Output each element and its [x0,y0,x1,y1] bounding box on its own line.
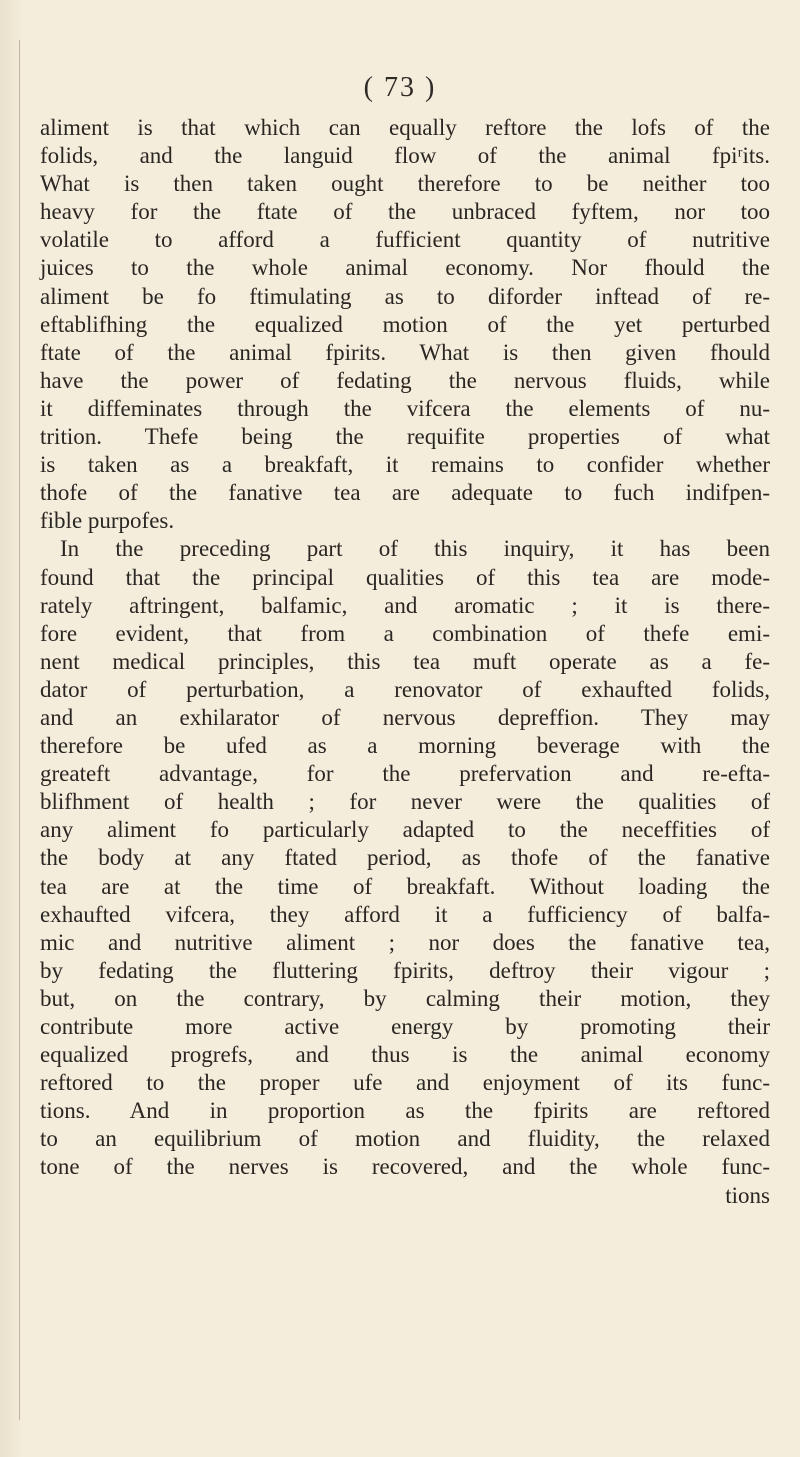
text-line: aliment be fo ftimulating as to diforder inftead of re- [40,283,770,309]
text-line: tions. And in proportion as the fpirits are reftored [40,1098,770,1124]
text-line: aliment is that which can equally reftore the lofs of the [40,115,770,140]
text-line: and an exhilarator of nervous depreffion. They may [40,704,770,730]
text-line: reftored to the proper ufe and enjoyment of its func- [40,1070,770,1096]
text-line: equalized progrefs, and thus is the animal economy [40,1042,770,1068]
text-line: tea are at the time of breakfaft. Without loading the [40,873,770,899]
text-line: tone of the nerves is recovered, and the whole func- [40,1154,770,1180]
text-line: contribute more active energy by promoting their [40,1014,770,1039]
text-line: heavy for the ftate of the unbraced fyftem, nor too [40,199,770,225]
text-line: volatile to afford a fufficient quantity of nutritive [40,227,770,253]
text-line: What is then taken ought therefore to be neither too [40,171,770,197]
text-line: blifhment of health ; for never were the qualities of [40,789,770,815]
paragraph-first-line: In the preceding part of this inquiry, it has been [60,536,770,562]
text-line: nent medical principles, this tea muft operate as a fe- [40,648,770,674]
text-line: greateft advantage, for the prefervation and re-efta- [40,761,770,787]
text-line: trition. Thefe being the requifite properties of what [40,424,770,450]
text-line: exhaufted vifcera, they afford it a fufficiency of balfa- [40,901,770,927]
binding-gutter-line [19,40,20,1420]
text-line: have the power of fedating the nervous fluids, while [40,367,770,393]
text-line: eftablifhing the equalized motion of the yet perturbed [40,311,770,337]
text-line: therefore be ufed as a morning beverage with the [40,733,770,759]
text-line: folids, and the languid flow of the animal fpiʳits. [40,143,770,169]
paragraph-end-line: fible purpofes. [40,508,175,534]
page-number: ( 73 ) [363,72,437,103]
body-text [40,114,770,1210]
text-line: is taken as a breakfaft, it remains to confider whether [40,452,770,478]
text-line: thofe of the fanative tea are adequate to fuch indifpen- [40,480,770,506]
text-line: any aliment fo particularly adapted to the neceffities of [40,817,770,843]
catchword: tions [725,1182,770,1208]
text-line: mic and nutritive aliment ; nor does the fanative tea, [40,929,770,955]
text-line: but, on the contrary, by calming their motion, they [40,985,770,1011]
text-line: found that the principal qualities of this tea are mode- [40,564,770,590]
text-line: to an equilibrium of motion and fluidity, the relaxed [40,1126,770,1152]
text-line: juices to the whole animal economy. Nor fhould the [40,255,770,281]
text-line: it diffeminates through the vifcera the elements of nu- [40,395,770,421]
text-line: ftate of the animal fpirits. What is then given fhould [40,339,770,365]
text-line: by fedating the fluttering fpirits, deftroy their vigour ; [40,957,770,983]
text-line: rately aftringent, balfamic, and aromatic ; it is there- [40,592,770,618]
text-line: fore evident, that from a combination of thefe emi- [40,620,770,646]
text-line: dator of perturbation, a renovator of exhaufted folids, [40,676,770,702]
text-line: the body at any ftated period, as thofe of the fanative [40,845,770,871]
